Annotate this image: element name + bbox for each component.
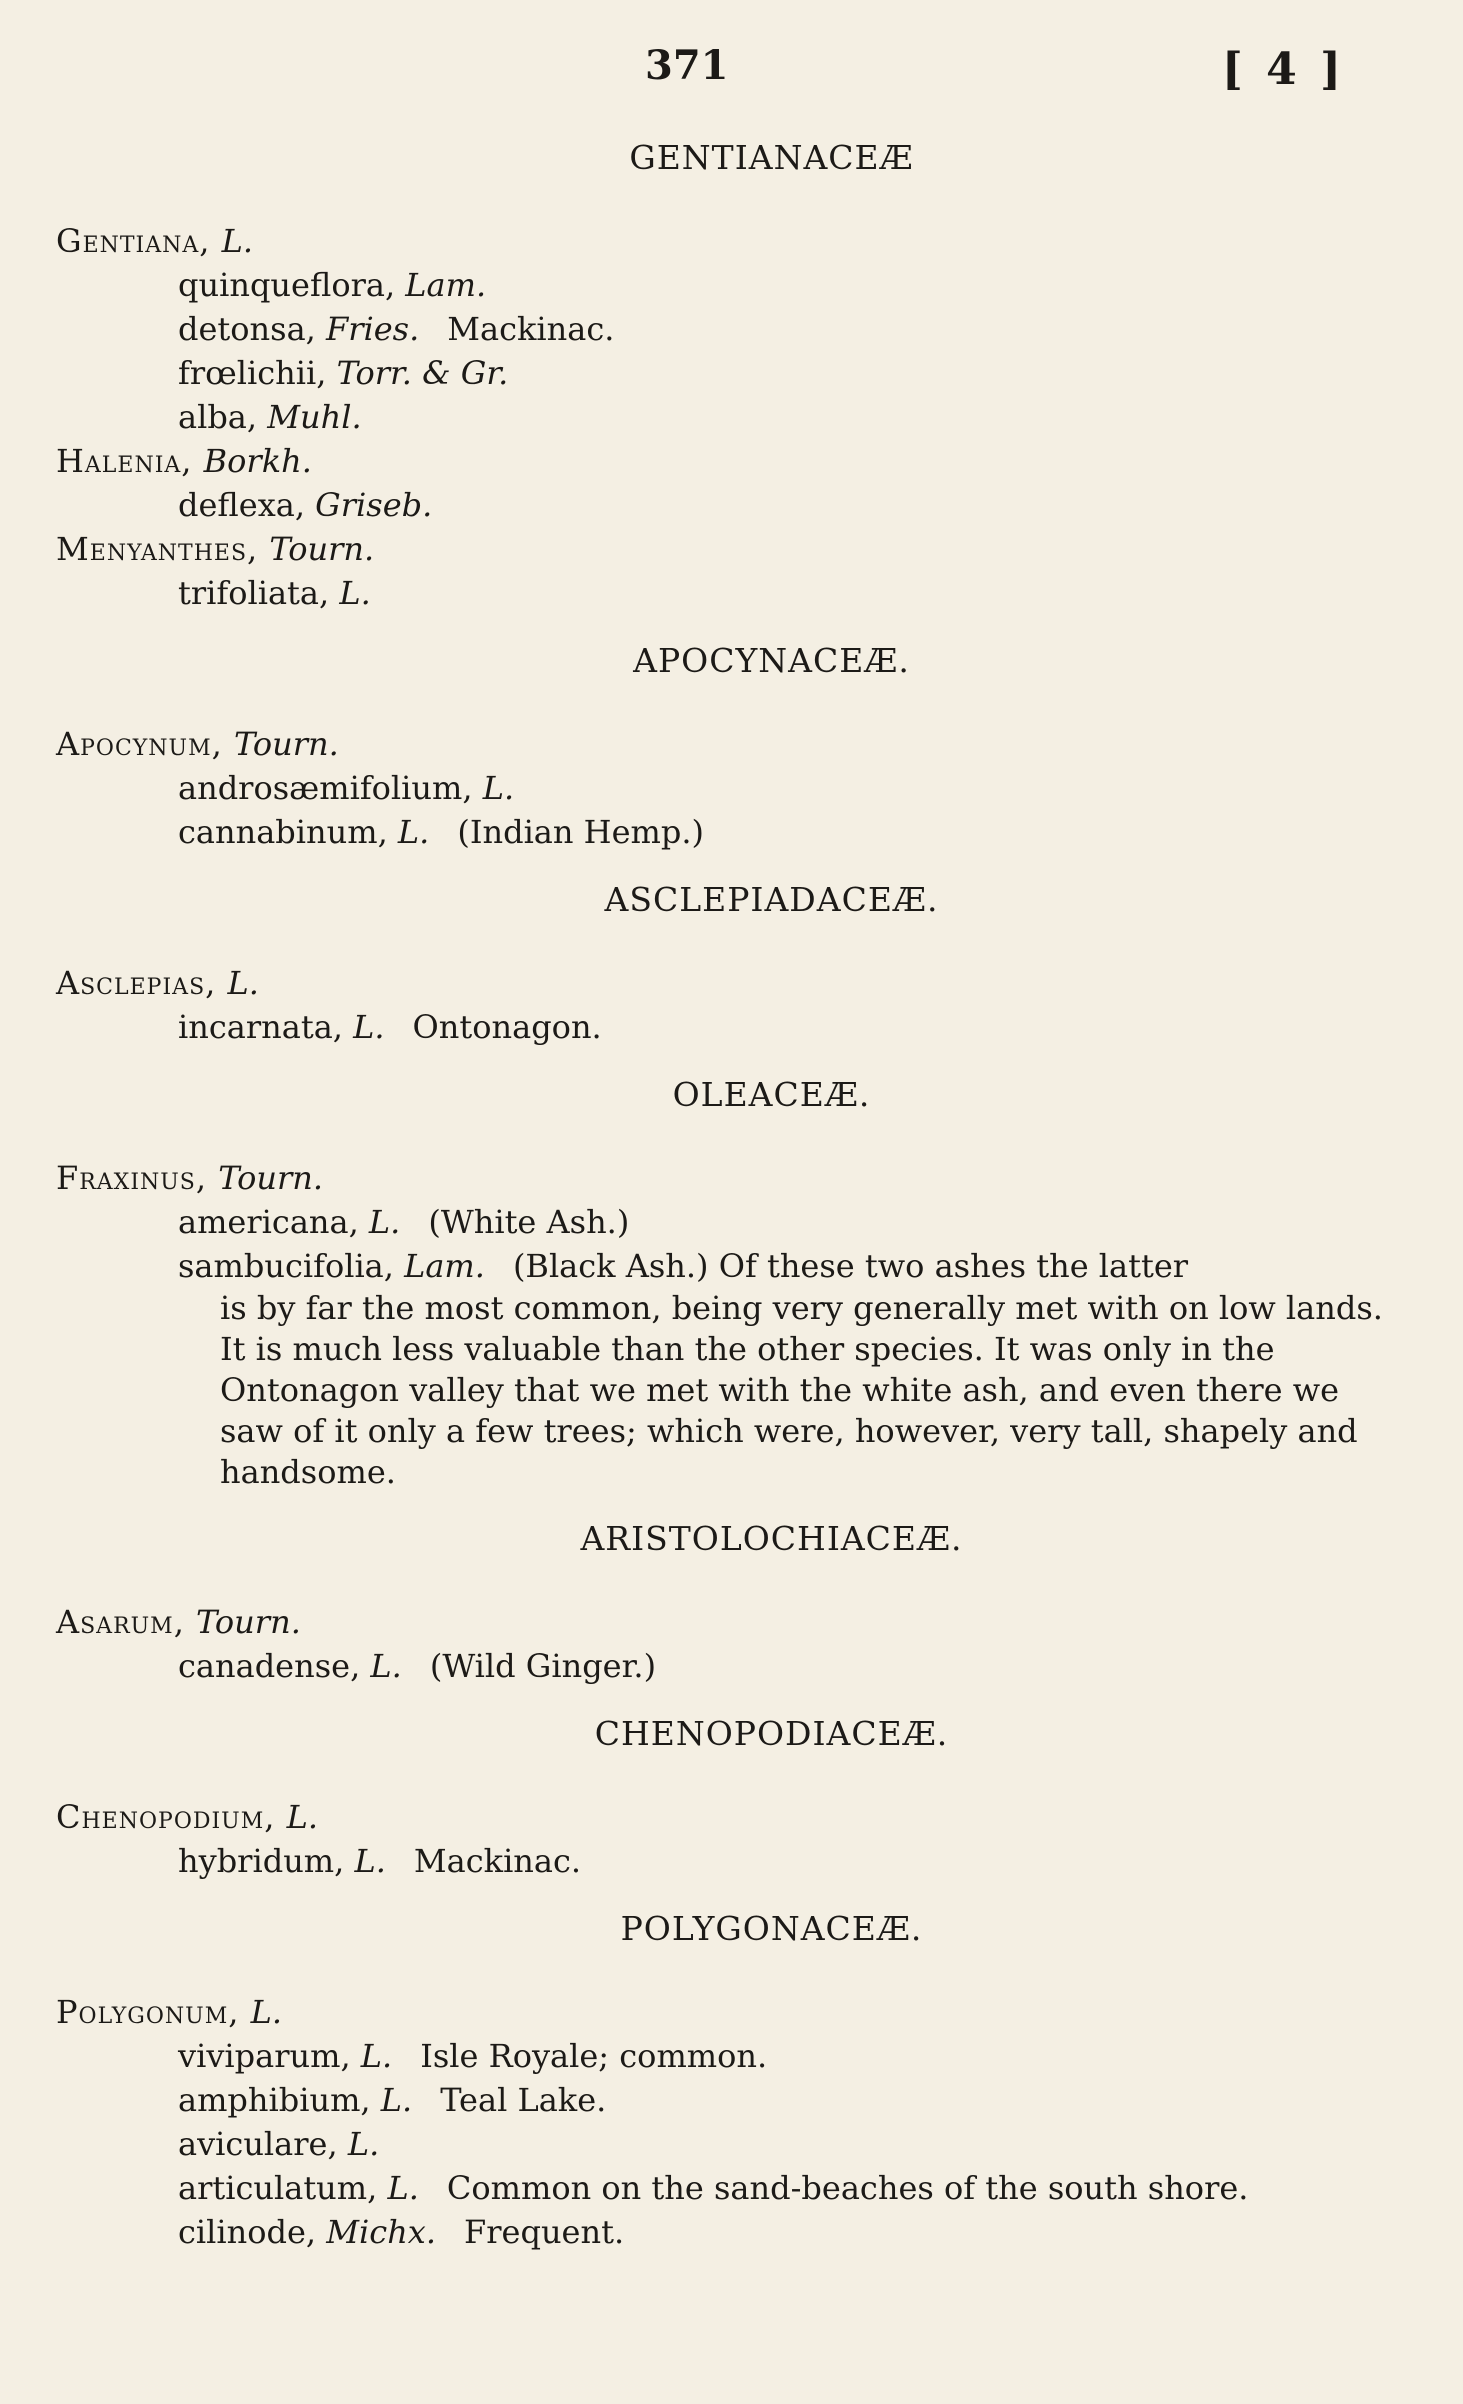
species-line [0, 2078, 1463, 2122]
family-heading: ASCLEPIADACEÆ. [604, 880, 939, 919]
species-line [0, 307, 1463, 351]
species-author: L. [368, 1203, 401, 1241]
signature-mark: [ 4 ] [1222, 44, 1345, 95]
species-name: alba, [178, 398, 258, 436]
genus-author: Tourn. [269, 530, 375, 568]
species-name: deflexa, [178, 486, 305, 524]
species-author: L. [387, 2169, 419, 2207]
species-author: Torr. & Gr. [336, 354, 509, 392]
species-name: viviparum, [178, 2037, 351, 2075]
family-section-asclepiadaceae [0, 880, 1463, 1049]
species-author: L. [397, 813, 430, 851]
species-note: (Indian Hemp.) [457, 813, 704, 851]
species-author: Muhl. [267, 398, 362, 436]
genus-author: L. [286, 1798, 319, 1836]
species-author: L. [353, 1008, 385, 1046]
family-heading: GENTIANACEÆ [629, 138, 914, 177]
species-line [0, 2034, 1463, 2078]
family-section-chenopodiaceae [0, 1714, 1463, 1883]
species-name: cilinode, [178, 2213, 317, 2251]
species-name: quinqueflora, [178, 266, 396, 304]
species-note: Frequent. [464, 2213, 625, 2251]
genus-name: Halenia, [56, 442, 193, 480]
species-name: incarnata, [178, 1008, 343, 1046]
species-author: L. [354, 1842, 386, 1880]
species-description: is by far the most common, being very generally met with on low lands. It is much less valuable than the other species. It was only in the Ontonagon valley that we met with the white ash, and even there we saw of it only a few trees; which were, however, very tall, shapely and handsome. [220, 1289, 1383, 1491]
species-author: L. [339, 574, 371, 612]
species-note: Teal Lake. [440, 2081, 607, 2119]
species-name: sambucifolia, [178, 1247, 394, 1285]
species-line [0, 1644, 1463, 1688]
genus-author: L. [221, 222, 254, 260]
genus-name: Gentiana, [56, 222, 211, 260]
species-author: L. [360, 2037, 393, 2075]
species-author: L. [370, 1647, 402, 1685]
genus-line [0, 1156, 1463, 1200]
family-heading: OLEACEÆ. [672, 1075, 871, 1114]
page-number: 371 [645, 42, 729, 89]
genus-name: Polygonum, [56, 1993, 240, 2031]
genus-name: Menyanthes, [56, 530, 259, 568]
species-name: aviculare, [178, 2125, 338, 2163]
genus-line [0, 1600, 1463, 1644]
family-section-apocynaceae [0, 641, 1463, 854]
genus-line [0, 961, 1463, 1005]
genus-author: L. [250, 1993, 282, 2031]
species-line [0, 1244, 1463, 1288]
species-line [0, 395, 1463, 439]
species-note: (White Ash.) [428, 1203, 630, 1241]
species-line [0, 810, 1463, 854]
family-heading: POLYGONACEÆ. [620, 1909, 923, 1948]
family-heading: APOCYNACEÆ. [633, 641, 910, 680]
genus-line [0, 1795, 1463, 1839]
species-line [0, 263, 1463, 307]
species-name: cannabinum, [178, 813, 388, 851]
species-line [0, 1200, 1463, 1244]
genus-name: Chenopodium, [56, 1798, 276, 1836]
genus-name: Apocynum, [56, 725, 223, 763]
family-section-oleaceae [0, 1075, 1463, 1493]
genus-name: Fraxinus, [56, 1159, 208, 1197]
family-heading: ARISTOLOCHIACEÆ. [580, 1519, 963, 1558]
species-line [0, 571, 1463, 615]
species-name: articulatum, [178, 2169, 378, 2207]
genus-name: Asarum, [56, 1603, 185, 1641]
species-line [0, 1839, 1463, 1883]
family-heading: CHENOPODIACEÆ. [594, 1714, 949, 1753]
species-note: Mackinac. [413, 1842, 582, 1880]
species-name: americana, [178, 1203, 359, 1241]
species-note: Common on the sand-beaches of the south shore. [446, 2169, 1249, 2207]
species-name: amphibium, [178, 2081, 371, 2119]
species-name: androsæmifolium, [178, 769, 473, 807]
species-name: detonsa, [178, 310, 316, 348]
species-name: canadense, [178, 1647, 361, 1685]
genus-author: Tourn. [233, 725, 339, 763]
species-note: Isle Royale; common. [420, 2037, 768, 2075]
species-name: hybridum, [178, 1842, 345, 1880]
species-line [0, 351, 1463, 395]
species-note: Ontonagon. [412, 1008, 602, 1046]
species-note: Mackinac. [447, 310, 615, 348]
species-author: Michx. [326, 2213, 437, 2251]
species-author: L. [482, 769, 515, 807]
species-author: Lam. [404, 1247, 485, 1285]
species-author: Fries. [326, 310, 420, 348]
species-line [0, 2122, 1463, 2166]
species-author: Griseb. [315, 486, 433, 524]
genus-author: Tourn. [196, 1603, 301, 1641]
species-note: (Wild Ginger.) [429, 1647, 657, 1685]
species-name: trifoliata, [178, 574, 330, 612]
family-section-aristolochiaceae [0, 1519, 1463, 1688]
species-author: L. [347, 2125, 380, 2163]
genus-line [0, 439, 1463, 483]
species-line [0, 2166, 1463, 2210]
species-author: L. [380, 2081, 413, 2119]
genus-author: Borkh. [203, 442, 312, 480]
species-name: frœlichii, [178, 354, 327, 392]
genus-name: Asclepias, [56, 964, 217, 1002]
genus-author: L. [227, 964, 259, 1002]
species-line [0, 483, 1463, 527]
genus-author: Tourn. [218, 1159, 324, 1197]
species-line [0, 1005, 1463, 1049]
genus-line [0, 219, 1463, 263]
genus-line [0, 527, 1463, 571]
species-line [0, 2210, 1463, 2254]
genus-line [0, 1990, 1463, 2034]
family-section-gentianaceae [0, 138, 1463, 615]
species-line [0, 766, 1463, 810]
page-body [0, 138, 1463, 2254]
species-author: Lam. [405, 266, 487, 304]
genus-line [0, 722, 1463, 766]
species-note: (Black Ash.) Of these two ashes the latter [512, 1247, 1189, 1285]
family-section-polygonaceae [0, 1909, 1463, 2254]
